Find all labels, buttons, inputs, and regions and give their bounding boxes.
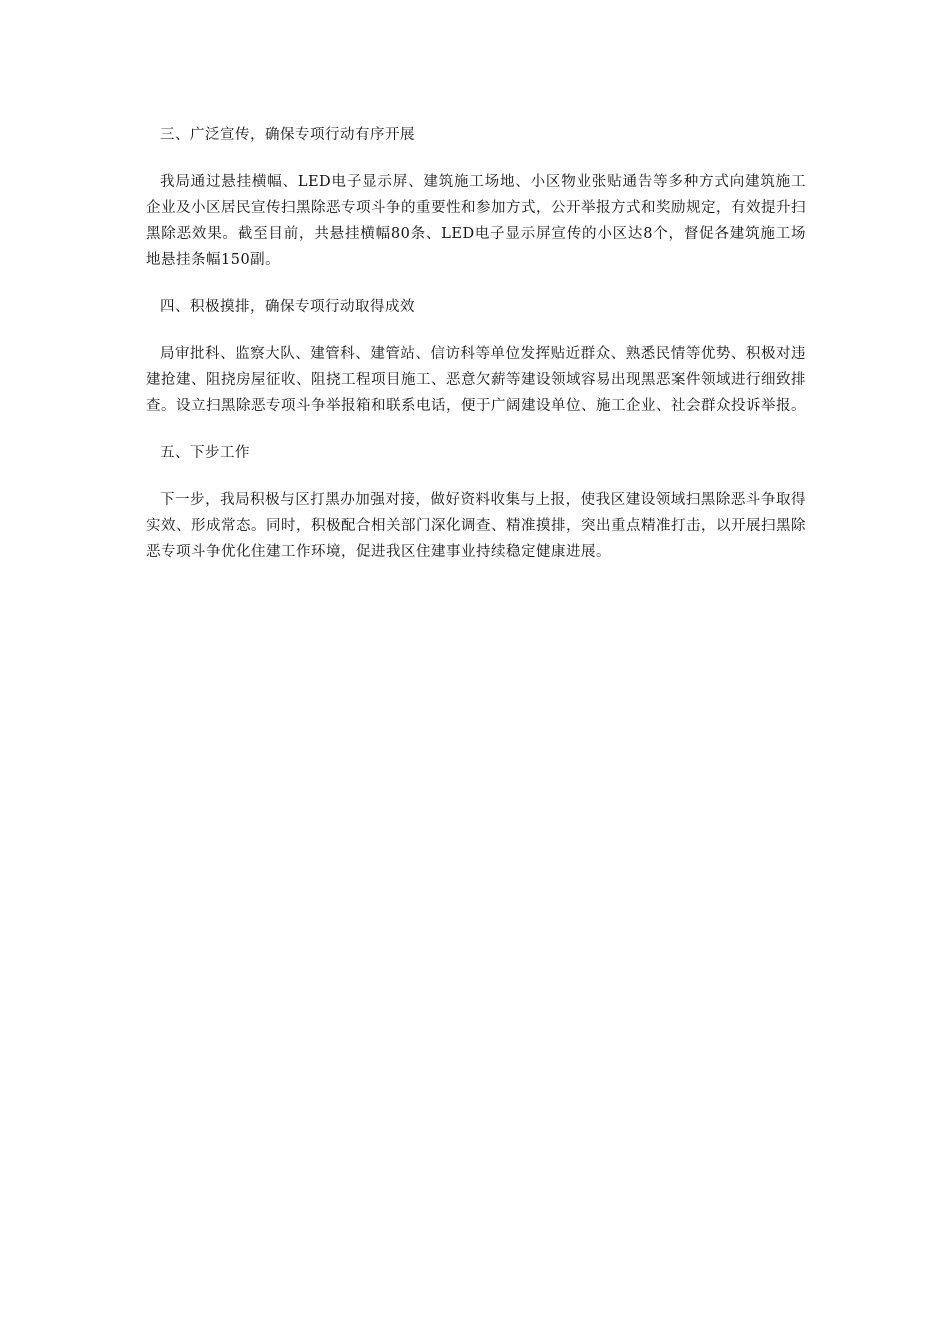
section-heading-3: 三、广泛宣传，确保专项行动有序开展	[160, 127, 415, 143]
section-paragraph-3: 我局通过悬挂横幅、LED电子显示屏、建筑施工场地、小区物业张贴通告等多种方式向建筑施工企业及小区居民宣传扫黑除恶专项斗争的重要性和参加方式，公开举报方式和奖励规定，有效提升扫黑除恶效果。截至目前，共悬挂横幅80条、LED电子显示屏宣传的小区达8个，督促各建筑施工场地悬挂条幅150副。	[146, 174, 806, 268]
section-paragraph-4: 局审批科、监察大队、建管科、建管站、信访科等单位发挥贴近群众、熟悉民情等优势、积极对违建抢建、阻挠房屋征收、阻挠工程项目施工、恶意欠薪等建设领域容易出现黑恶案件领域进行细致排查。设立扫黑除恶专项斗争举报箱和联系电话，便于广阔建设单位、施工企业、社会群众投诉举报。	[146, 346, 806, 414]
section-heading-4: 四、积极摸排，确保专项行动取得成效	[160, 299, 415, 315]
section-paragraph-5: 下一步，我局积极与区打黑办加强对接，做好资料收集与上报，使我区建设领域扫黑除恶斗争取得实效、形成常态。同时，积极配合相关部门深化调查、精准摸排，突出重点精准打击，以开展扫黑除恶专项斗争优化住建工作环境，促进我区住建事业持续稳定健康进展。	[146, 492, 806, 560]
section-heading-5: 五、下步工作	[160, 445, 250, 461]
document-body	[146, 122, 806, 586]
